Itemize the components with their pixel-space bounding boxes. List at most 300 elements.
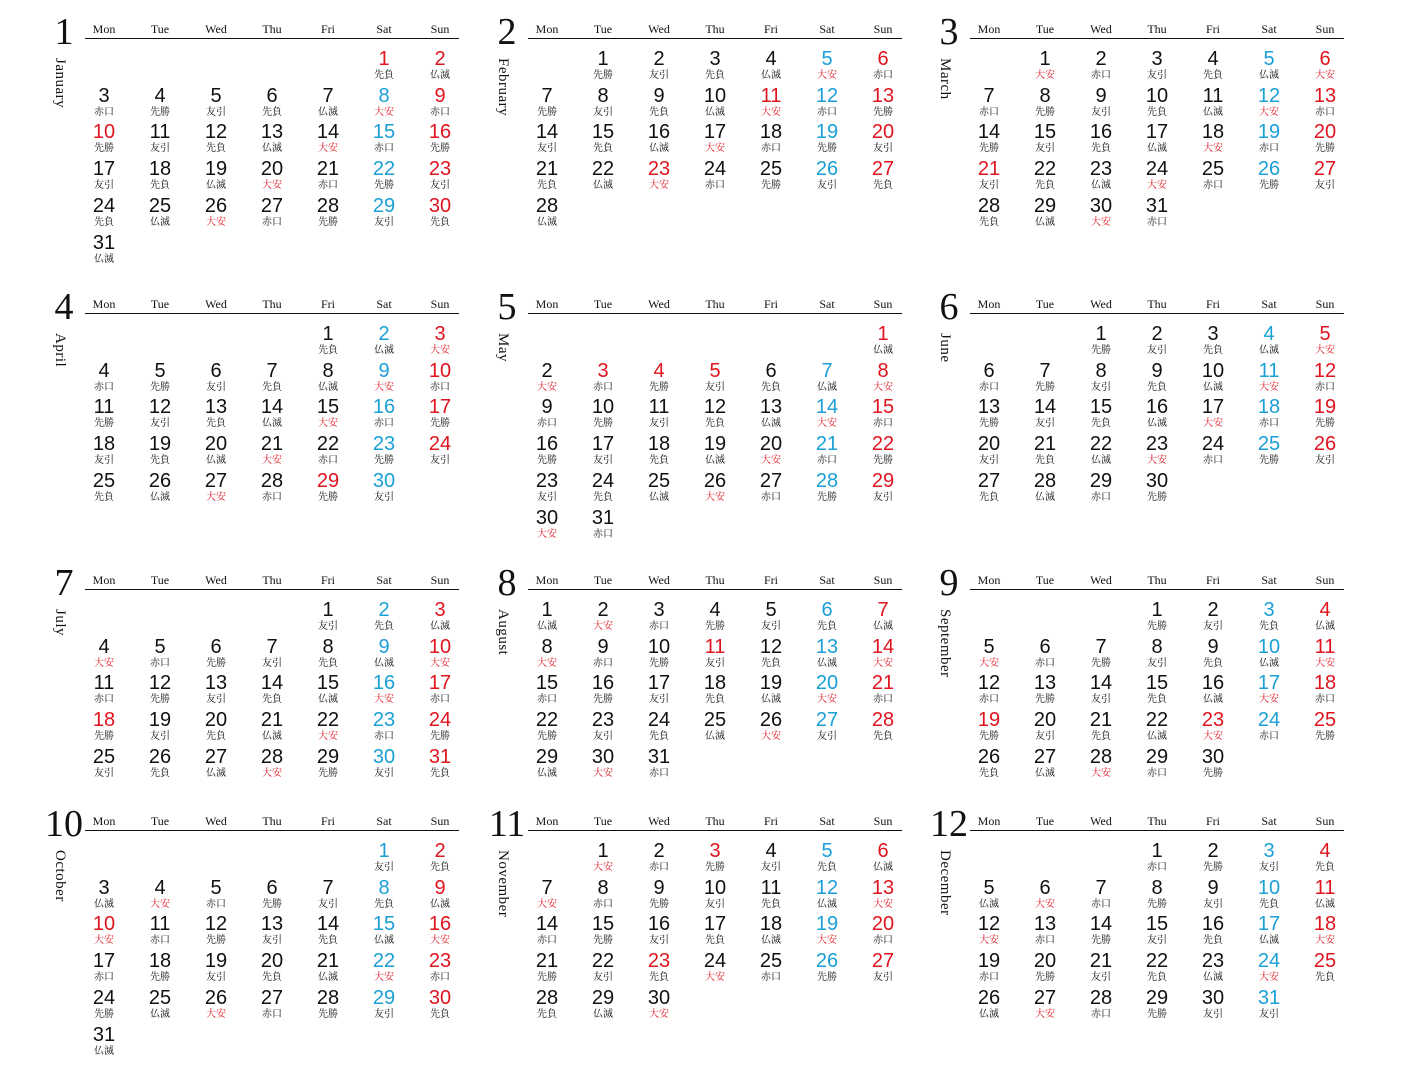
rokuyo-label: 友引 xyxy=(873,143,893,155)
day-cell xyxy=(244,397,300,433)
weekday-header xyxy=(970,22,1344,39)
day-number: 12 xyxy=(204,913,228,936)
day-number: 20 xyxy=(871,121,895,144)
day-cell xyxy=(76,122,132,158)
weekday-label: Thu xyxy=(1147,573,1167,587)
day-cell xyxy=(76,747,132,783)
day-number: 9 xyxy=(653,876,665,899)
rokuyo-label: 先負 xyxy=(150,180,170,192)
rokuyo-label: 先負 xyxy=(761,657,781,669)
rokuyo-label: 赤口 xyxy=(430,106,450,118)
rokuyo-label: 友引 xyxy=(374,491,394,503)
rokuyo-label: 先負 xyxy=(705,418,725,430)
day-cell xyxy=(855,841,911,877)
rokuyo-label: 先負 xyxy=(537,1008,557,1020)
rokuyo-label: 仏滅 xyxy=(318,381,338,393)
rokuyo-label: 友引 xyxy=(206,106,226,118)
day-number: 12 xyxy=(204,121,228,144)
day-number: 13 xyxy=(759,396,783,419)
day-cell xyxy=(1241,434,1297,470)
day-number: 20 xyxy=(1313,121,1337,144)
day-cell xyxy=(631,914,687,950)
rokuyo-label: 先負 xyxy=(94,216,114,228)
day-number: 22 xyxy=(372,950,396,973)
rokuyo-label: 仏滅 xyxy=(593,180,613,192)
day-number: 3 xyxy=(98,84,110,107)
day-cell xyxy=(1241,637,1297,673)
day-cell xyxy=(743,841,799,877)
rokuyo-label: 先勝 xyxy=(537,972,557,984)
day-number: 8 xyxy=(378,84,390,107)
day-cell xyxy=(1297,361,1353,397)
weekday-label: Sat xyxy=(1261,573,1277,587)
day-cell xyxy=(743,637,799,673)
day-cell xyxy=(132,637,188,673)
rokuyo-label: 大安 xyxy=(1315,657,1335,669)
day-cell xyxy=(519,673,575,709)
day-number: 1 xyxy=(1095,323,1107,345)
day-cell xyxy=(76,86,132,122)
day-cell xyxy=(799,397,855,433)
rokuyo-label: 先負 xyxy=(430,1008,450,1020)
day-cell xyxy=(631,434,687,470)
day-cell xyxy=(1241,988,1297,1024)
rokuyo-label: 大安 xyxy=(374,106,394,118)
rokuyo-label: 友引 xyxy=(705,381,725,393)
day-number: 15 xyxy=(871,396,895,419)
day-number: 21 xyxy=(535,950,559,973)
day-cell xyxy=(76,361,132,397)
day-cell xyxy=(356,397,412,433)
day-number: 4 xyxy=(98,359,110,382)
day-number: 19 xyxy=(204,950,228,973)
rokuyo-label: 赤口 xyxy=(430,694,450,706)
day-cell xyxy=(76,710,132,746)
day-cell xyxy=(356,951,412,987)
day-cell xyxy=(412,434,468,470)
day-number: 8 xyxy=(322,359,334,382)
day-number: 1 xyxy=(378,840,390,862)
day-cell xyxy=(961,471,1017,507)
rokuyo-label: 仏滅 xyxy=(262,143,282,155)
rokuyo-label: 先勝 xyxy=(150,106,170,118)
day-cell xyxy=(244,122,300,158)
rokuyo-label: 仏滅 xyxy=(537,621,557,632)
rokuyo-label: 仏滅 xyxy=(593,1008,613,1020)
rokuyo-label: 仏滅 xyxy=(1259,935,1279,947)
day-number: 11 xyxy=(149,913,171,936)
day-number: 25 xyxy=(759,158,783,181)
rokuyo-label: 仏滅 xyxy=(206,455,226,467)
weekday-label: Sat xyxy=(819,22,835,36)
day-cell xyxy=(743,673,799,709)
day-number: 3 xyxy=(1207,323,1219,345)
day-cell xyxy=(631,841,687,877)
day-cell xyxy=(799,914,855,950)
day-cell xyxy=(188,878,244,914)
day-number: 11 xyxy=(760,876,782,899)
day-number: 25 xyxy=(759,950,783,973)
day-cell xyxy=(1297,637,1353,673)
day-number: 27 xyxy=(871,950,895,973)
month-number: 4 xyxy=(54,286,74,328)
day-cell xyxy=(300,434,356,470)
day-number: 17 xyxy=(428,396,452,419)
day-number: 2 xyxy=(1095,48,1107,70)
day-number: 13 xyxy=(204,396,228,419)
weekday-label: Wed xyxy=(1090,814,1112,828)
day-number: 30 xyxy=(372,745,396,768)
weekday-label: Wed xyxy=(1090,573,1112,587)
day-number: 12 xyxy=(815,84,839,107)
rokuyo-label: 先勝 xyxy=(705,621,725,632)
rokuyo-label: 友引 xyxy=(979,455,999,467)
rokuyo-label: 先勝 xyxy=(430,731,450,743)
day-number: 9 xyxy=(378,635,390,658)
day-cell xyxy=(743,361,799,397)
day-cell xyxy=(855,878,911,914)
rokuyo-label: 先負 xyxy=(206,143,226,155)
rokuyo-label: 先負 xyxy=(262,694,282,706)
day-cell xyxy=(1297,324,1353,360)
day-number: 9 xyxy=(378,359,390,382)
rokuyo-label: 大安 xyxy=(593,862,613,873)
rokuyo-label: 大安 xyxy=(761,106,781,118)
rokuyo-label: 大安 xyxy=(1091,216,1111,228)
day-cell xyxy=(1129,673,1185,709)
rokuyo-label: 先負 xyxy=(979,491,999,503)
day-number: 19 xyxy=(1313,396,1337,419)
rokuyo-label: 友引 xyxy=(318,621,338,632)
rokuyo-label: 大安 xyxy=(537,657,557,669)
day-number: 30 xyxy=(1201,745,1225,768)
day-cell xyxy=(76,196,132,232)
month-name: December xyxy=(937,850,953,916)
day-cell xyxy=(76,637,132,673)
rokuyo-label: 先勝 xyxy=(318,767,338,779)
rokuyo-label: 仏滅 xyxy=(537,767,557,779)
rokuyo-label: 先勝 xyxy=(1203,862,1223,873)
day-cell xyxy=(1185,49,1241,85)
day-number: 10 xyxy=(647,635,671,658)
rokuyo-label: 先勝 xyxy=(374,455,394,467)
rokuyo-label: 先負 xyxy=(1091,731,1111,743)
day-cell xyxy=(519,397,575,433)
day-number: 22 xyxy=(1089,433,1113,456)
day-number: 6 xyxy=(765,359,777,382)
weekday-label: Fri xyxy=(320,297,335,311)
day-number: 31 xyxy=(92,1023,116,1046)
day-cell xyxy=(1017,196,1073,232)
rokuyo-label: 仏滅 xyxy=(1315,621,1335,632)
day-cell xyxy=(1129,988,1185,1024)
day-cell xyxy=(519,988,575,1024)
day-number: 28 xyxy=(535,194,559,217)
rokuyo-label: 赤口 xyxy=(1091,1008,1111,1020)
rokuyo-label: 先勝 xyxy=(430,143,450,155)
weekday-label: Thu xyxy=(705,573,725,587)
day-number: 14 xyxy=(977,121,1001,144)
day-cell xyxy=(1129,434,1185,470)
day-number: 13 xyxy=(977,396,1001,419)
day-number: 25 xyxy=(92,745,116,768)
rokuyo-label: 先勝 xyxy=(1147,491,1167,503)
day-number: 20 xyxy=(759,433,783,456)
day-number: 15 xyxy=(535,672,559,695)
weekday-label: Thu xyxy=(1147,814,1167,828)
day-cell xyxy=(412,710,468,746)
rokuyo-label: 先負 xyxy=(1147,972,1167,984)
day-number: 6 xyxy=(821,599,833,621)
day-cell xyxy=(300,86,356,122)
day-cell xyxy=(575,434,631,470)
day-number: 21 xyxy=(1089,950,1113,973)
day-number: 8 xyxy=(541,635,553,658)
day-cell xyxy=(799,159,855,195)
day-number: 29 xyxy=(1089,469,1113,492)
rokuyo-label: 大安 xyxy=(1259,972,1279,984)
rokuyo-label: 仏滅 xyxy=(705,731,725,743)
day-number: 15 xyxy=(372,121,396,144)
month-number: 12 xyxy=(930,803,968,845)
day-cell xyxy=(1017,471,1073,507)
day-number: 2 xyxy=(434,48,446,70)
day-cell xyxy=(799,878,855,914)
day-cell xyxy=(799,86,855,122)
day-number: 17 xyxy=(1257,913,1281,936)
day-number: 24 xyxy=(1257,950,1281,973)
rokuyo-label: 友引 xyxy=(649,418,669,430)
day-number: 26 xyxy=(148,469,172,492)
rokuyo-label: 友引 xyxy=(374,1008,394,1020)
day-cell xyxy=(743,878,799,914)
day-cell xyxy=(855,434,911,470)
day-number: 16 xyxy=(428,121,452,144)
day-number: 25 xyxy=(647,469,671,492)
rokuyo-label: 先負 xyxy=(262,972,282,984)
weekday-label: Fri xyxy=(763,814,778,828)
day-number: 7 xyxy=(322,876,334,899)
month-name: August xyxy=(495,609,511,656)
day-cell xyxy=(1073,361,1129,397)
rokuyo-label: 先負 xyxy=(150,767,170,779)
weekday-label: Wed xyxy=(648,573,670,587)
day-number: 27 xyxy=(1313,158,1337,181)
day-cell xyxy=(1129,600,1185,636)
weekday-label: Sun xyxy=(873,297,893,311)
day-cell xyxy=(1185,841,1241,877)
rokuyo-label: 大安 xyxy=(430,657,450,669)
day-cell xyxy=(132,196,188,232)
day-cell xyxy=(961,196,1017,232)
rokuyo-label: 先負 xyxy=(649,106,669,118)
rokuyo-label: 赤口 xyxy=(593,898,613,910)
rokuyo-label: 仏滅 xyxy=(206,180,226,192)
day-cell xyxy=(1017,159,1073,195)
day-number: 23 xyxy=(1145,433,1169,456)
day-number: 12 xyxy=(703,396,727,419)
day-cell xyxy=(743,86,799,122)
day-number: 27 xyxy=(1033,745,1057,768)
rokuyo-label: 友引 xyxy=(150,418,170,430)
day-cell xyxy=(961,637,1017,673)
day-number: 1 xyxy=(378,48,390,70)
day-number: 25 xyxy=(1201,158,1225,181)
month-number: 8 xyxy=(497,562,517,604)
day-number: 20 xyxy=(204,433,228,456)
rokuyo-label: 赤口 xyxy=(761,143,781,155)
rokuyo-label: 大安 xyxy=(1315,935,1335,947)
day-number: 14 xyxy=(316,913,340,936)
day-cell xyxy=(687,637,743,673)
day-number: 23 xyxy=(428,158,452,181)
day-number: 17 xyxy=(1257,672,1281,695)
day-number: 7 xyxy=(541,84,553,107)
rokuyo-label: 先勝 xyxy=(593,418,613,430)
day-cell xyxy=(188,434,244,470)
day-cell xyxy=(743,600,799,636)
day-number: 29 xyxy=(316,469,340,492)
rokuyo-label: 赤口 xyxy=(593,528,613,540)
day-cell xyxy=(356,841,412,877)
rokuyo-label: 先勝 xyxy=(94,143,114,155)
rokuyo-label: 仏滅 xyxy=(979,898,999,910)
rokuyo-label: 大安 xyxy=(318,143,338,155)
day-number: 2 xyxy=(378,323,390,345)
day-number: 17 xyxy=(1145,121,1169,144)
rokuyo-label: 仏滅 xyxy=(817,381,837,393)
day-cell xyxy=(575,397,631,433)
day-cell xyxy=(1129,637,1185,673)
day-cell xyxy=(575,508,631,544)
rokuyo-label: 先負 xyxy=(1147,381,1167,393)
rokuyo-label: 先勝 xyxy=(94,418,114,430)
rokuyo-label: 先勝 xyxy=(150,381,170,393)
day-cell xyxy=(412,914,468,950)
day-number: 23 xyxy=(372,709,396,732)
rokuyo-label: 友引 xyxy=(593,455,613,467)
rokuyo-label: 仏滅 xyxy=(761,935,781,947)
day-cell xyxy=(300,361,356,397)
rokuyo-label: 先負 xyxy=(1035,180,1055,192)
day-number: 23 xyxy=(1201,950,1225,973)
day-number: 26 xyxy=(204,194,228,217)
day-number: 9 xyxy=(1151,359,1163,382)
day-cell xyxy=(1073,673,1129,709)
day-number: 16 xyxy=(428,913,452,936)
day-cell xyxy=(687,600,743,636)
day-number: 28 xyxy=(1033,469,1057,492)
day-cell xyxy=(1017,673,1073,709)
day-number: 11 xyxy=(1314,876,1336,899)
day-cell xyxy=(300,673,356,709)
day-cell xyxy=(412,600,468,636)
day-cell xyxy=(1297,673,1353,709)
day-number: 7 xyxy=(266,359,278,382)
day-cell xyxy=(575,361,631,397)
month-number: 1 xyxy=(54,11,74,53)
day-number: 19 xyxy=(703,433,727,456)
day-number: 21 xyxy=(316,950,340,973)
weekday-label: Tue xyxy=(1035,814,1055,828)
day-cell xyxy=(1129,159,1185,195)
rokuyo-label: 友引 xyxy=(1091,106,1111,118)
rokuyo-label: 大安 xyxy=(374,381,394,393)
day-cell xyxy=(1073,471,1129,507)
day-cell xyxy=(300,122,356,158)
day-cell xyxy=(356,710,412,746)
day-number: 22 xyxy=(1145,950,1169,973)
rokuyo-label: 赤口 xyxy=(1091,491,1111,503)
day-cell xyxy=(519,951,575,987)
day-number: 19 xyxy=(815,913,839,936)
day-number: 16 xyxy=(1145,396,1169,419)
day-cell xyxy=(575,747,631,783)
rokuyo-label: 友引 xyxy=(817,180,837,192)
day-cell xyxy=(855,122,911,158)
rokuyo-label: 赤口 xyxy=(873,694,893,706)
day-cell xyxy=(356,196,412,232)
day-cell xyxy=(412,159,468,195)
day-number: 16 xyxy=(1201,913,1225,936)
weekday-label: Mon xyxy=(977,573,1001,587)
day-cell xyxy=(961,747,1017,783)
day-cell xyxy=(132,122,188,158)
day-cell xyxy=(244,361,300,397)
rokuyo-label: 大安 xyxy=(761,455,781,467)
day-number: 8 xyxy=(1151,876,1163,899)
day-number: 20 xyxy=(260,158,284,181)
month-name: January xyxy=(52,58,68,109)
day-number: 20 xyxy=(204,709,228,732)
day-number: 5 xyxy=(210,84,222,107)
day-cell xyxy=(1185,397,1241,433)
rokuyo-label: 先負 xyxy=(1315,972,1335,984)
rokuyo-label: 仏滅 xyxy=(1035,216,1055,228)
day-number: 11 xyxy=(1258,359,1280,382)
rokuyo-label: 先負 xyxy=(873,180,893,192)
day-number: 19 xyxy=(815,121,839,144)
day-number: 18 xyxy=(703,672,727,695)
day-cell xyxy=(244,951,300,987)
rokuyo-label: 先勝 xyxy=(1035,106,1055,118)
day-cell xyxy=(743,951,799,987)
rokuyo-label: 友引 xyxy=(150,143,170,155)
day-cell xyxy=(799,710,855,746)
day-number: 5 xyxy=(154,635,166,658)
day-cell xyxy=(356,434,412,470)
day-cell xyxy=(575,841,631,877)
rokuyo-label: 先勝 xyxy=(593,694,613,706)
weekday-label: Sat xyxy=(376,573,392,587)
rokuyo-label: 大安 xyxy=(374,694,394,706)
rokuyo-label: 先勝 xyxy=(1259,455,1279,467)
day-cell xyxy=(519,637,575,673)
rokuyo-label: 先勝 xyxy=(150,972,170,984)
day-number: 9 xyxy=(434,876,446,899)
day-cell xyxy=(961,710,1017,746)
day-cell xyxy=(244,159,300,195)
day-cell xyxy=(687,397,743,433)
month-number: 7 xyxy=(54,562,74,604)
day-cell xyxy=(76,471,132,507)
rokuyo-label: 先負 xyxy=(1091,143,1111,155)
weekday-label: Fri xyxy=(1205,573,1220,587)
day-cell xyxy=(799,637,855,673)
day-cell xyxy=(1073,324,1129,360)
rokuyo-label: 大安 xyxy=(1203,418,1223,430)
rokuyo-label: 先勝 xyxy=(318,216,338,228)
